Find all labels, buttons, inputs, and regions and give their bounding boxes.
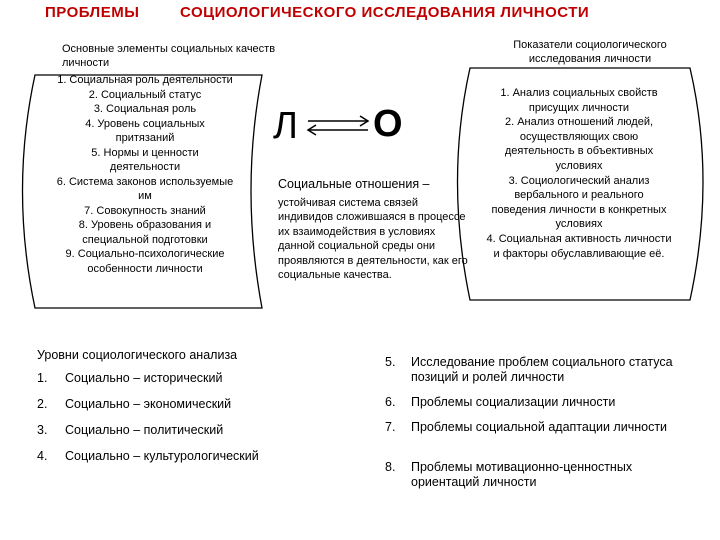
list-item: 9. Социально-психологические особенности личности: [65, 248, 225, 275]
problem-text: Проблемы социальной адаптации личности: [411, 420, 668, 434]
level-item: [37, 371, 337, 397]
list-item: 8. Уровень образования и специальной подготовки: [78, 219, 212, 246]
list-item: 3. Социологический анализ вербального и реального поведения личности в конкретных условиях: [491, 174, 667, 231]
problem-item: [385, 420, 685, 460]
list-item: 6. Система законов используемые им: [56, 175, 234, 202]
title-problems: ПРОБЛЕМЫ: [45, 4, 140, 21]
relations-text: устойчивая система связей индивидов сложившаяся в процессе их взаимодействия в условиях данной социальной среды они проявляются в деятельности, как его социальные качества.: [278, 197, 468, 282]
problem-text: Исследование проблем социального статуса позиций и ролей личности: [411, 355, 673, 384]
level-item: [37, 397, 337, 423]
level-number: 4.: [37, 449, 48, 463]
problems-list: [385, 355, 685, 490]
list-item: 7. Совокупность знаний: [84, 204, 206, 217]
level-item: [37, 449, 337, 475]
list-item: 1. Анализ социальных свойств присущих личности: [500, 87, 658, 114]
level-text: Социально – экономический: [65, 397, 232, 411]
left-block-heading: Основные элементы социальных качеств личности: [62, 43, 276, 69]
left-block-list: [55, 73, 235, 276]
level-item: [37, 423, 337, 449]
list-item: 1. Социальная роль деятельности: [57, 74, 233, 86]
letter-society: О: [373, 103, 403, 145]
problem-item: [385, 460, 685, 490]
title-research: СОЦИОЛОГИЧЕСКОГО ИССЛЕДОВАНИЯ ЛИЧНОСТИ: [180, 4, 590, 21]
list-item: 3. Социальная роль: [93, 103, 197, 115]
list-item: 2. Социальный статус: [88, 88, 202, 101]
problem-number: 5.: [385, 355, 396, 369]
problem-item: [385, 355, 685, 395]
problem-item: [385, 395, 685, 420]
problem-number: 7.: [385, 420, 396, 434]
problem-number: 6.: [385, 395, 396, 409]
right-block-list: [486, 86, 672, 261]
problem-text: Проблемы мотивационно-ценностных ориентаций личности: [411, 460, 633, 489]
levels-heading: Уровни социологического анализа: [37, 348, 238, 362]
right-block-heading: Показатели социологического исследования личности: [513, 39, 667, 65]
list-item: 4. Уровень социальных притязаний: [85, 117, 205, 144]
analysis-levels: [37, 348, 337, 475]
level-text: Социально – политический: [65, 423, 224, 437]
level-number: 2.: [37, 397, 48, 411]
letter-personality: Л: [273, 105, 298, 147]
level-number: 3.: [37, 423, 48, 437]
list-item: 4. Социальная активность личности и факторы обуславливающие её.: [486, 232, 672, 260]
level-text: Социально – исторический: [65, 371, 223, 385]
problem-text: Проблемы социализации личности: [411, 395, 616, 409]
level-number: 1.: [37, 371, 48, 385]
level-text: Социально – культурологический: [65, 449, 259, 463]
relations-title: Социальные отношения –: [278, 177, 430, 191]
list-item: 5. Нормы и ценности деятельности: [91, 146, 199, 173]
problem-number: 8.: [385, 460, 396, 474]
list-item: 2. Анализ отношений людей, осуществляющих свою деятельность в объективных условиях: [504, 116, 654, 172]
